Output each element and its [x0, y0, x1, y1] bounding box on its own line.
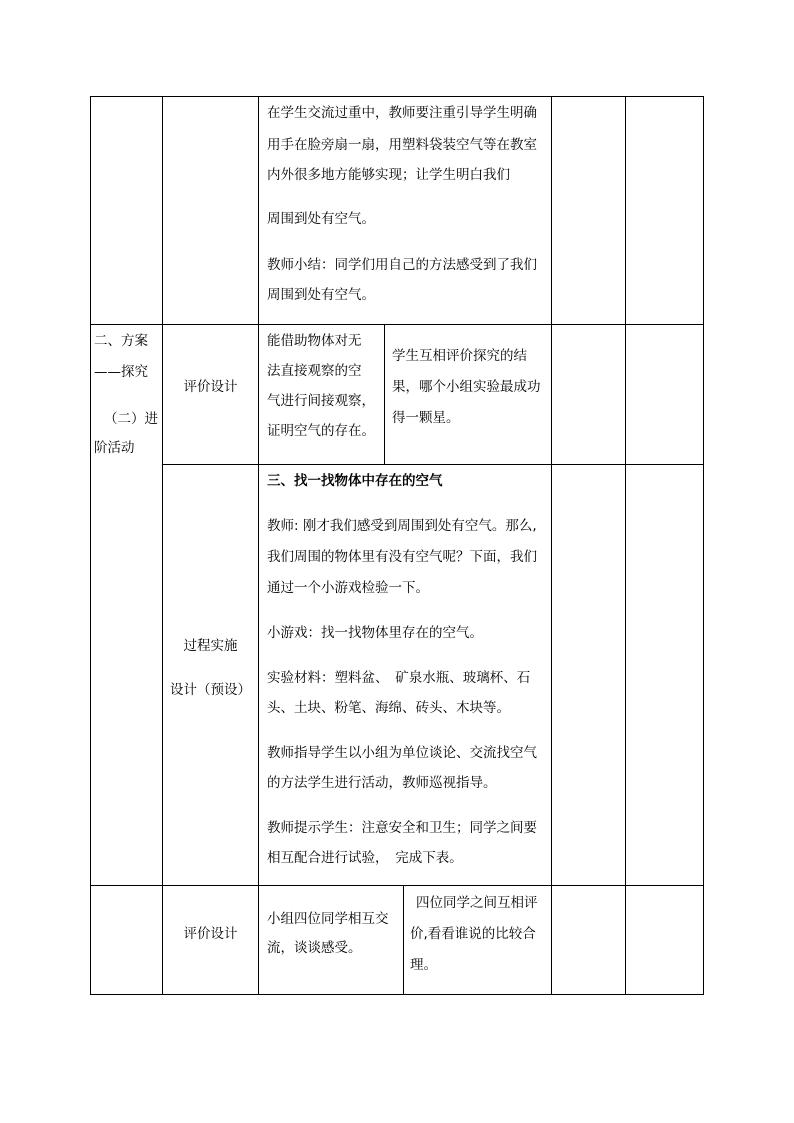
text-line: 教师小结：同学们用自己的方法感受到了我们	[267, 257, 537, 273]
text-line: 得一颗星。	[392, 410, 460, 426]
evaluation-design-label: 评价设计	[183, 379, 238, 395]
table-right-border	[703, 96, 704, 995]
text-line: 气进行间接观察，	[267, 393, 375, 409]
label-line: 过程实施	[183, 638, 238, 654]
col-divider-1	[162, 96, 163, 995]
text-line: 实验材料：塑料盆、 矿泉水瓶、玻璃杯、石	[267, 670, 531, 686]
stage-line: 阶活动	[94, 440, 135, 456]
text-line: 教师指导学生以小组为单位谈论、交流找空气	[267, 745, 537, 761]
stage-line: （二）进	[104, 411, 158, 427]
text-line: 相互配合进行试验， 完成下表。	[267, 850, 463, 866]
col-divider-2	[258, 96, 259, 995]
col-divider-4	[625, 96, 626, 995]
text-line: 头、土块、粉笔、海绵、砖头、木块等。	[267, 700, 510, 716]
text-line: 小游戏：找一找物体里存在的空气。	[267, 625, 483, 641]
text-line: 法直接观察的空	[267, 363, 362, 379]
text-line: 学生互相评价探究的结	[392, 348, 527, 364]
text-line: 的方法学生进行活动，教师巡视指导。	[267, 775, 497, 791]
text-line: 周围到处有空气。	[267, 287, 375, 303]
text-line: 理。	[410, 957, 437, 973]
text-line: 价,看看谁说的比较合	[410, 926, 536, 942]
text-line: 教师提示学生：注意安全和卫生；同学之间要	[267, 820, 537, 836]
stage-line: ——探究	[94, 364, 148, 380]
text-line: 内外很多地方能够实现；让学生明白我们	[267, 167, 510, 183]
table-left-border	[90, 96, 91, 995]
text-line: 通过一个小游戏检验一下。	[267, 580, 429, 596]
inner-divider-row2	[384, 324, 385, 465]
text-line: 小组四位同学相互交	[267, 911, 389, 927]
text-line: 能借助物体对无	[267, 333, 362, 349]
text-line: 周围到处有空气。	[267, 211, 375, 227]
table-bottom-border	[90, 994, 704, 995]
col-divider-3	[551, 96, 552, 995]
text-line: 我们周围的物体里有没有空气呢？下面，我们	[267, 549, 537, 565]
text-line: 教师: 刚才我们感受到周围到处有空气。那么,	[267, 518, 537, 534]
activity-title: 三、找一找物体中存在的空气	[267, 473, 443, 489]
label-line: 设计（预设）	[170, 682, 251, 698]
text-line: 证明空气的存在。	[267, 423, 375, 439]
text-line: 在学生交流过重中，教师要注重引导学生明确	[267, 105, 537, 121]
stage-line: 二、方案	[94, 333, 148, 349]
text-line: 果，哪个小组实验最成功	[392, 379, 541, 395]
text-line: 四位同学之间互相评	[416, 895, 538, 911]
inner-divider-row4	[403, 885, 404, 995]
row-divider-1	[90, 324, 704, 325]
row-divider-3	[90, 885, 704, 886]
evaluation-design-label-2: 评价设计	[183, 926, 238, 942]
text-line: 流，谈谈感受。	[267, 940, 362, 956]
text-line: 用手在脸旁扇一扇，用塑料袋装空气等在教室	[267, 137, 537, 153]
